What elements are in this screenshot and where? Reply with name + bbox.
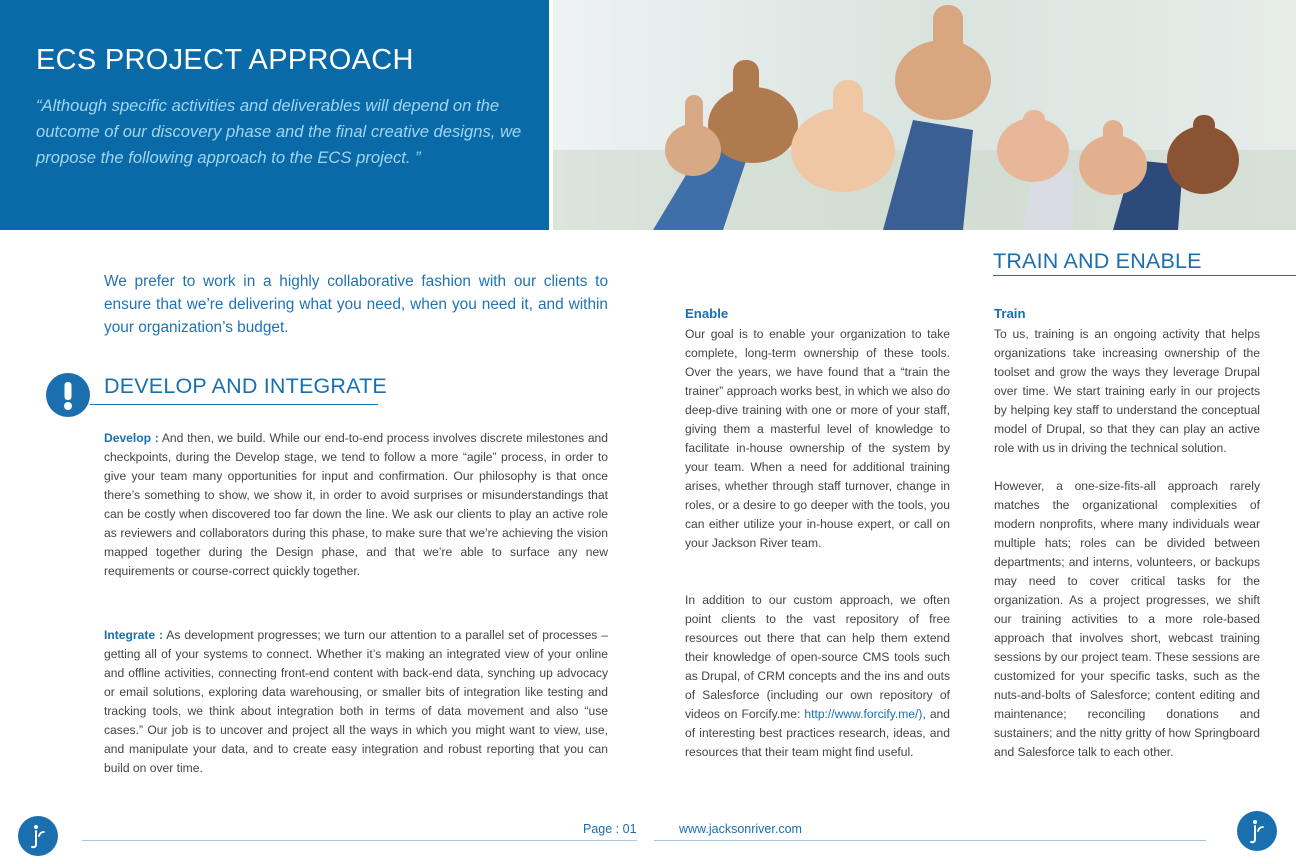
enable-paragraph-1: Our goal is to enable your organization to take complete, long-term ownership of these tools. Over the years, we have found that a “train the trainer” approach works best, in which we also do deep-dive training with one or more of your staff, giving them a masterful level of knowledge to facilitate in-house ownership of the system by your team. When a need for additional training arises, whether through staff turnover, change in roles, or a desire to go deeper with the tools, you can either utilize your in-house expert, or call on your Jackson River team. <box>685 327 950 550</box>
heading-divider <box>90 404 378 405</box>
jackson-river-logo-icon <box>18 816 58 856</box>
develop-paragraph <box>104 429 608 581</box>
enable-text-a: In addition to our custom approach, we often point clients to the vast repository of free resources out there that can help them extend their knowledge of open-source CMS tools such as Drupal, of CRM concepts and the ins and outs of Salesforce (including our own repository of videos on Forcify.me: <box>685 593 950 721</box>
page-number: Page : 01 <box>583 822 637 836</box>
integrate-paragraph <box>104 626 608 778</box>
train-paragraph-1: To us, training is an ongoing activity that helps organizations take increasing ownership of the toolset and grow the ways they leverage Drupal over time. We start training early in our projects by helping key staff to understand the conceptual model of Drupal, so that they can play an active role with us in driving the technical solution. <box>994 327 1260 455</box>
header-quote: “Although specific activities and deliverables will depend on the outcome of our discovery phase and the final creative designs, we propose the following approach to the ECS project. ” <box>36 96 522 167</box>
intro-paragraph: We prefer to work in a highly collaborative fashion with our clients to ensure that we’re delivering what you need, when you need it, and within your organization’s budget. <box>104 273 608 336</box>
enable-paragraph-2 <box>685 591 950 762</box>
jackson-river-logo-icon <box>1237 811 1277 851</box>
train-paragraph-2: However, a one-size-fits-all approach rarely matches the organizational complexities of modern nonprofits, where many individuals wear multiple hats; roles can be divided between departments; and interns, volunteers, or backups may need to cover critical tasks for the organization. As a project progresses, we shift our training activities to a more role-based approach that involves short, webcast training sessions by our project team. These sessions are customized for your specific tasks, such as the nuts-and-bolts of Salesforce; content editing and maintenance; reconciling donations and sustainers; and the nitty gritty of how Springboard and Salesforce talk to each other. <box>994 479 1260 759</box>
exclamation-icon <box>46 373 90 417</box>
footer-divider <box>654 840 1206 841</box>
train-enable-heading: TRAIN AND ENABLE <box>993 249 1202 273</box>
develop-text: And then, we build. While our end-to-end process involves discrete milestones and checkpoints, during the Develop stage, we tend to follow a more “agile” process, in order to give your team many opportunities for input and confirmation. Our philosophy is that once there’s something to show, we show it, in order to avoid surprises or misunderstandings that can be costly when discovered too far down the line. We ask our clients to play an active role as reviewers and collaborators during this phase, to make sure that we’re achieving the vision mapped together during the Design phase, and that we’re able to surface any new requirements or course-correct quickly together. <box>104 431 609 578</box>
website-link[interactable]: www.jacksonriver.com <box>679 822 802 836</box>
header-photo-thumbs-up <box>553 0 1296 230</box>
page-title: ECS PROJECT APPROACH <box>36 44 414 76</box>
footer-divider <box>82 840 637 841</box>
train-subheading: Train <box>994 306 1026 321</box>
thumbs-up-illustration <box>553 0 1296 230</box>
header-banner <box>0 0 549 230</box>
integrate-label: Integrate : <box>104 628 164 642</box>
develop-label: Develop : <box>104 431 159 445</box>
heading-divider <box>993 275 1296 276</box>
enable-text-b: , and of interesting best practices research, ideas, and resources that their team might find useful. <box>685 707 950 759</box>
integrate-text: As development progresses; we turn our attention to a parallel set of processes – getting all of your systems to connect. Whether it’s making an integrated view of your online and offline activities, connecting front-end content with back-end data, synching up advocacy or email solutions, exploring data warehousing, or smaller bits of integration like testing and tracking tools, we think about integration both in terms of data movement and also “use cases.” Our job is to uncover and project all the ways in which you might want to view, use, and manipulate your data, and to create easy integration and robust reporting that you can build on over time. <box>104 628 609 775</box>
forcify-link[interactable]: http://www.forcify.me/) <box>804 707 923 721</box>
enable-subheading: Enable <box>685 306 729 321</box>
develop-integrate-heading: DEVELOP AND INTEGRATE <box>104 374 387 398</box>
